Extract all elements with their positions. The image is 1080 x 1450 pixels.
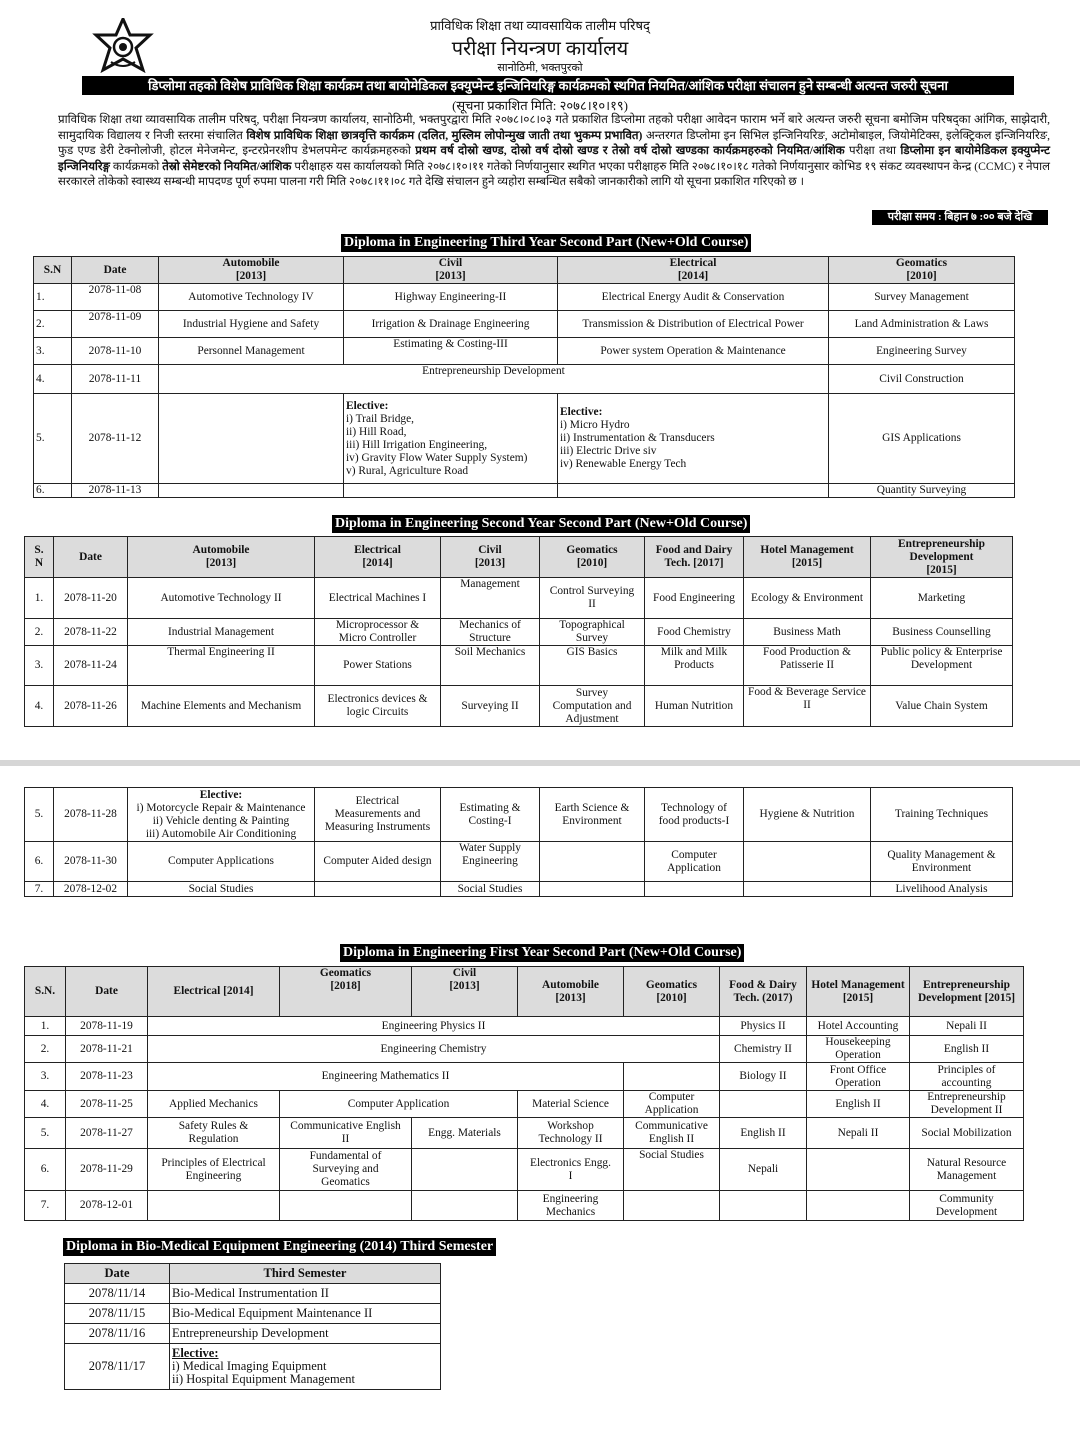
table-row: 2078/11/16 Entrepreneurship Development — [65, 1324, 441, 1344]
publish-date: (सूचना प्रकाशित मिति: २०७८।१०।१९) — [452, 98, 628, 113]
table-header-row: S.N Date Automobile [2013] Civil [2013] Electrical [2014] Geomatics [2010] — [34, 257, 1015, 284]
table-row: 4. 2078-11-25 Applied Mechanics Computer Application Material Science Computer Application English II Entrepreneurship Development II — [25, 1091, 1024, 1118]
third-year-table — [33, 256, 1015, 498]
table-row: 2. 2078-11-22 Industrial Management Microprocessor & Micro Controller Mechanics of Structure Topographical Survey Food Chemistry Business Math Business Counselling — [25, 619, 1013, 646]
table-row: 3. 2078-11-23 Engineering Mathematics II Biology II Front Office Operation Principles of accounting — [25, 1063, 1024, 1091]
office-location: सानोठिमी, भक्तपुरको — [497, 62, 583, 74]
table-row: 1. 2078-11-19 Engineering Physics II Physics II Hotel Accounting Nepali II — [25, 1017, 1024, 1036]
table-row: 7. 2078-12-01 Engineering Mechanics Community Development — [25, 1191, 1024, 1221]
table-row: 4. 2078-11-11 Entrepreneurship Development Civil Construction — [34, 365, 1015, 394]
notice-paragraph: प्राविधिक शिक्षा तथा व्यावसायिक तालीम परिषद्, परीक्षा नियन्त्रण कार्यालय, सानोठिमी, भक्तपुरद्वारा मिति २०७८।०८।०३ गते प्रकाशित डिप्लोमा तहको परीक्षा आवेदन फाराम भर्ने बारे अत्यन्त जरुरी सूचना बमोजिम परिषद्का आंगिक, साझेदारी, सामुदायिक विद्यालय र निजी स्तरमा संचालित विशेष प्राविधिक शिक्षा छात्रवृत्ति कार्यक्रम (दलित, मुस्लिम लोपोन्मुख जाती तथा भुकम्प प्रभावित) अन्तरगत डिप्लोमा इन सिभिल इन्जिनियरिङ, अटोमोबाइल, जियोमेटिक्स, इलेक्ट्रिकल इन्जिनियरिङ, फुड एण्ड डेरी टेक्नोलोजी, होटल मेनेजमेन्ट, इन्टरप्रेनरशीप डेभलपमेन्ट कार्यक्रमहरुको प्रथम वर्ष दोस्रो खण्ड, दोस्रो वर्ष दोस्रो खण्ड र तेस्रो वर्ष दोस्रो खण्डका कार्यक्रमहरुको नियमित/आंशिक परीक्षा तथा डिप्लोमा इन बायोमेडिकल इक्युप्मेन्ट इन्जिनियरिङ्ग कार्यक्रमको तेस्रो सेमेष्टरको नियमित/आंशिक परीक्षाहरु यस कार्यालयको मिति २०७८।१०।११ गतेको निर्णयानुसार स्थगित भएका परीक्षाहरु मिति २०७८।१०।१८ गतेको निर्णयानुसार कोभिड १९ संकट व्यवस्थापन केन्द्र (CCMC) र नेपाल सरकारले तोकेको स्वास्थ्य सम्बन्धी मापदण्ड पूर्ण रुपमा पालना गरी मिति २०७८।११।०८ गते देखि संचालन हुने व्यहोरा सम्बन्धित सबैको जानकारीको लागि यो सूचना प्रकाशित गरिएको छ । — [58, 113, 1050, 189]
table-row: 6. 2078-11-29 Principles of Electrical Engineering Fundamental of Surveying and Geomatics Electronics Engg. I Social Studies Nepali Natural Resource Management — [25, 1149, 1024, 1191]
table-row: 5. 2078-11-12 Elective: i) Trail Bridge, ii) Hill Road, iii) Hill Irrigation Engineering, iv) Gravity Flow Water Supply System) v) Rural, Agriculture Road Elective: i) Micro Hydro ii) Instrumentation & Transducers iii) Electric Drive siv iv) Renewable Energy Tech GIS Applications — [34, 394, 1015, 484]
table-row: 6. 2078-11-30 Computer Applications Computer Aided design Water Supply Engineering Computer Application Quality Management & Environment — [25, 842, 1013, 882]
table-header-row: Date Third Semester — [65, 1264, 441, 1284]
table-row: 2078/11/14 Bio-Medical Instrumentation II — [65, 1284, 441, 1304]
office-name: परीक्षा नियन्त्रण कार्यालय — [451, 38, 629, 60]
table-row: 6. 2078-11-13 Quantity Surveying — [34, 484, 1015, 498]
biomedical-table — [64, 1263, 441, 1390]
table-row: 7. 2078-12-02 Social Studies Social Studies Livelihood Analysis — [25, 882, 1013, 897]
table-header-row: S.N. Date Electrical [2014] Geomatics [2018] Civil [2013] Automobile [2013] Geomatics [2010] Food & Dairy Tech. (2017) Hotel Management [2015] Entrepreneurship Development [2015] — [25, 967, 1024, 1017]
table-row: 3. 2078-11-24 Thermal Engineering II Power Stations Soil Mechanics GIS Basics Milk and Milk Products Food Production & Patisserie II Public policy & Enterprise Development — [25, 646, 1013, 686]
table-row: 2078/11/17 Elective: i) Medical Imaging Equipment ii) Hospital Equipment Management — [65, 1344, 441, 1390]
biomedical-title: Diploma in Bio-Medical Equipment Engineering (2014) Third Semester — [63, 1237, 496, 1256]
first-year-title: Diploma in Engineering First Year Second Part (New+Old Course) — [340, 943, 744, 962]
table-row: 3. 2078-11-10 Personnel Management Estimating & Costing-III Power system Operation & Maintenance Engineering Survey — [34, 338, 1015, 365]
second-year-table-part2 — [24, 787, 1013, 897]
table-row: 1. 2078-11-08 Automotive Technology IV Highway Engineering-II Electrical Energy Audit & Conservation Survey Management — [34, 284, 1015, 311]
table-row: 2078/11/15 Bio-Medical Equipment Maintenance II — [65, 1304, 441, 1324]
second-year-table-part1 — [24, 536, 1013, 727]
third-year-title: Diploma in Engineering Third Year Second Part (New+Old Course) — [341, 233, 751, 252]
notice-title: डिप्लोमा तहको विशेष प्राविधिक शिक्षा कार्यक्रम तथा बायोमेडिकल इक्युप्मेन्ट इन्जिनियरिङ्ग कार्यक्रमको स्थगित नियमित/आंशिक परीक्षा संचालन हुने सम्बन्धी अत्यन्त जरुरी सूचना — [82, 76, 1014, 95]
table-row: 5. 2078-11-27 Safety Rules & Regulation Communicative English II Engg. Materials Workshop Technology II Communicative English II English II Nepali II Social Mobilization — [25, 1118, 1024, 1149]
org-name: प्राविधिक शिक्षा तथा व्यावसायिक तालीम परिषद् — [430, 18, 650, 33]
table-row: 2. 2078-11-09 Industrial Hygiene and Safety Irrigation & Drainage Engineering Transmission & Distribution of Electrical Power Land Administration & Laws — [34, 311, 1015, 338]
exam-time: परीक्षा समय : बिहान ७ :०० बजे देखि — [872, 210, 1048, 225]
table-row: 5. 2078-11-28 Elective: i) Motorcycle Repair & Maintenance ii) Vehicle denting & Painting iii) Automobile Air Conditioning Electrical Measurements and Measuring Instruments Estimating & Costing-I Earth Science & Environment Technology of food products-I Hygiene & Nutrition Training Techniques — [25, 788, 1013, 842]
page-divider — [0, 760, 1080, 766]
first-year-table — [24, 966, 1024, 1221]
table-row: 4. 2078-11-26 Machine Elements and Mechanism Electronics devices & logic Circuits Surveying II Survey Computation and Adjustment Human Nutrition Food & Beverage Service II Value Chain System — [25, 686, 1013, 727]
table-header-row: S. N Date Automobile [2013] Electrical [2014] Civil [2013] Geomatics [2010] Food and Dairy Tech. [2017] Hotel Management [2015] Entrepreneurship Development [2015] — [25, 537, 1013, 578]
second-year-title: Diploma in Engineering Second Year Second Part (New+Old Course) — [332, 514, 750, 533]
table-row: 1. 2078-11-20 Automotive Technology II Electrical Machines I Management Control Surveying II Food Engineering Ecology & Environment Marketing — [25, 578, 1013, 619]
table-row: 2. 2078-11-21 Engineering Chemistry Chemistry II Housekeeping Operation English II — [25, 1036, 1024, 1063]
